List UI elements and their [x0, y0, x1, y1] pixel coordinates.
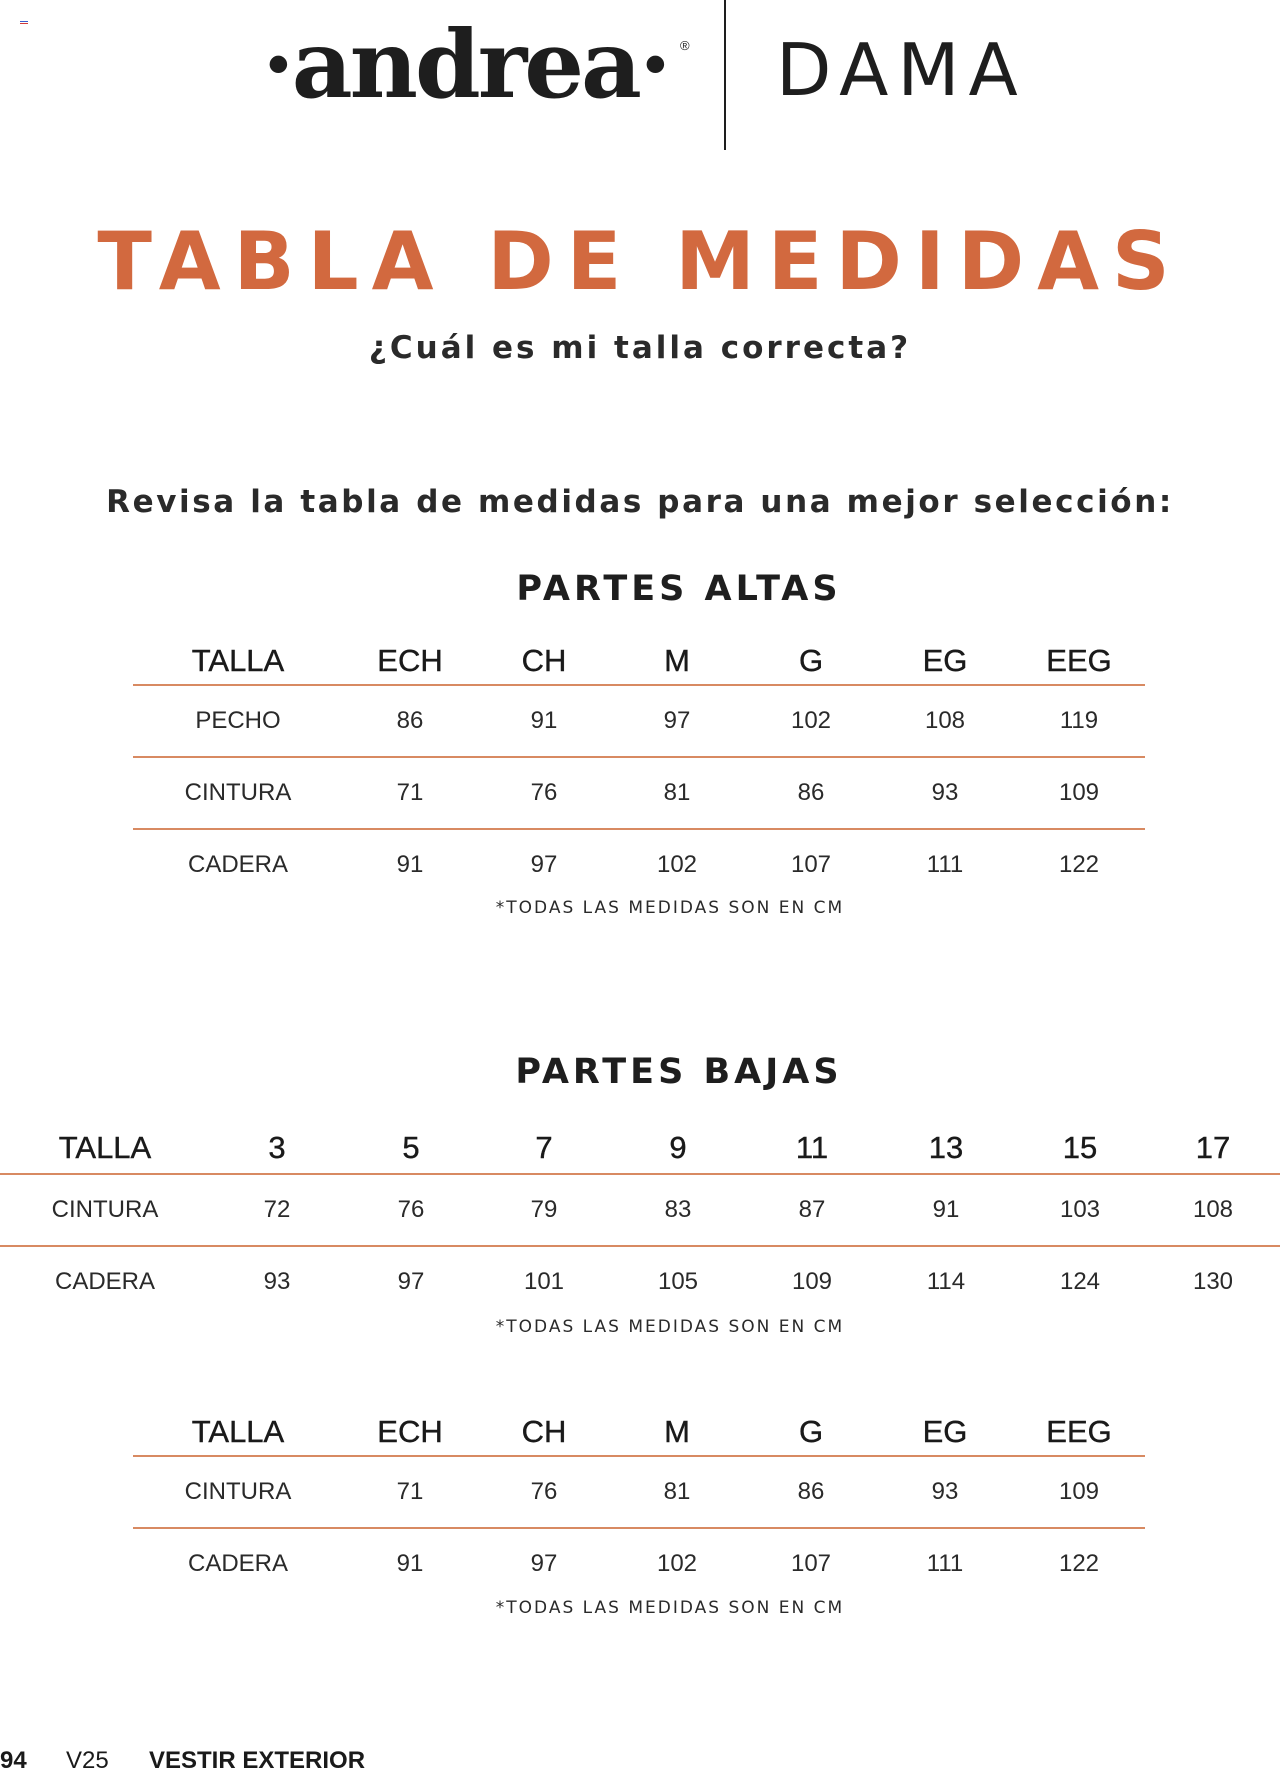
table-header-cell: EEG — [1046, 1413, 1112, 1449]
partes-altas-note: *TODAS LAS MEDIDAS SON EN CM — [495, 898, 845, 918]
table-cell: 130 — [1192, 1268, 1234, 1295]
edition-label: V25 — [66, 1747, 109, 1774]
table-cell: 76 — [530, 779, 558, 806]
table-header-cell: 17 — [1195, 1130, 1231, 1165]
table-header-cell: EG — [922, 643, 968, 678]
table-header-cell: EG — [922, 1413, 968, 1449]
table-cell: 97 — [397, 1268, 425, 1295]
table-row — [133, 830, 1145, 900]
table-cell: 97 — [663, 707, 691, 734]
page-subtitle: ¿Cuál es mi talla correcta? — [368, 330, 912, 366]
table-cell: 111 — [926, 851, 964, 878]
table-cell: 91 — [396, 851, 424, 878]
row-label: PECHO — [195, 707, 281, 734]
section-title-partes-bajas: PARTES BAJAS — [515, 1052, 843, 1092]
table-header-cell: ECH — [377, 643, 443, 678]
table-cell: 72 — [263, 1196, 291, 1223]
table-row — [0, 1247, 1280, 1317]
table-cell: 93 — [263, 1268, 291, 1295]
table-header-cell: 7 — [535, 1130, 553, 1165]
table-cell: 101 — [523, 1268, 565, 1295]
table-row — [0, 1175, 1280, 1245]
table-header-cell: M — [664, 643, 690, 678]
table-cell: 109 — [791, 1268, 833, 1295]
table-header-cell: TALLA — [191, 643, 285, 678]
table-header-cell: 13 — [928, 1130, 964, 1165]
section-label: VESTIR EXTERIOR — [149, 1747, 366, 1774]
table-header-cell: G — [798, 1413, 824, 1449]
table-header-cell: 11 — [795, 1130, 829, 1165]
page-number: 94 — [0, 1747, 27, 1774]
table-cell: 71 — [396, 1478, 424, 1505]
table-header-cell: ECH — [377, 1413, 443, 1449]
table-cell: 83 — [664, 1196, 692, 1223]
table-header-cell: 9 — [669, 1130, 687, 1165]
row-label: CINTURA — [51, 1196, 159, 1223]
table-header-cell: TALLA — [191, 1413, 285, 1449]
table-header-cell: 15 — [1062, 1130, 1098, 1165]
table-cell: 86 — [797, 1478, 825, 1505]
table-header-cell: M — [664, 1413, 690, 1449]
table-cell: 71 — [396, 779, 424, 806]
partes-altas-table — [133, 638, 1145, 900]
table-cell: 97 — [530, 851, 558, 878]
table-cell: 108 — [1192, 1196, 1234, 1223]
table-cell: 109 — [1058, 1478, 1100, 1505]
table-cell: 108 — [924, 707, 966, 734]
intro-text: Revisa la tabla de medidas para una mejor selección: — [106, 484, 1174, 520]
table-cell: 107 — [790, 851, 832, 878]
table-row — [133, 1457, 1145, 1527]
brand-header — [0, 0, 1280, 152]
table-cell: 109 — [1058, 779, 1100, 806]
table-cell: 76 — [397, 1196, 425, 1223]
section-title-partes-altas: PARTES ALTAS — [516, 569, 842, 609]
table-row — [133, 1529, 1145, 1599]
table-header-row — [133, 1408, 1145, 1455]
row-label: CINTURA — [184, 1478, 292, 1505]
table-cell: 93 — [931, 779, 959, 806]
table-cell: 91 — [932, 1196, 960, 1223]
table-header-cell: 5 — [402, 1130, 420, 1165]
table-cell: 86 — [396, 707, 424, 734]
table-row — [133, 686, 1145, 756]
table-cell: 81 — [663, 779, 691, 806]
table-cell: 124 — [1059, 1268, 1101, 1295]
partes-bajas-numeric-note: *TODAS LAS MEDIDAS SON EN CM — [495, 1317, 845, 1337]
table-cell: 122 — [1058, 1550, 1100, 1577]
table-header-row — [133, 638, 1145, 684]
table-header-cell: 3 — [268, 1130, 286, 1165]
page-title: TABLA DE MEDIDAS — [97, 215, 1183, 308]
table-header-row — [0, 1123, 1280, 1173]
partes-bajas-letters-note: *TODAS LAS MEDIDAS SON EN CM — [495, 1598, 845, 1618]
row-label: CINTURA — [184, 779, 292, 806]
table-cell: 86 — [797, 779, 825, 806]
table-header-cell: TALLA — [58, 1130, 152, 1165]
table-cell: 81 — [663, 1478, 691, 1505]
partes-bajas-numeric-table — [0, 1123, 1280, 1317]
logo-divider — [724, 0, 726, 150]
table-cell: 79 — [530, 1196, 558, 1223]
sub-brand: DAMA — [776, 28, 1027, 112]
page-footer — [0, 1747, 1280, 1774]
row-label: CADERA — [54, 1268, 156, 1295]
table-cell: 119 — [1059, 707, 1099, 734]
row-label: CADERA — [187, 1550, 289, 1577]
table-cell: 107 — [790, 1550, 832, 1577]
table-cell: 122 — [1058, 851, 1100, 878]
table-cell: 102 — [656, 851, 698, 878]
table-cell: 111 — [926, 1550, 964, 1577]
table-cell: 91 — [396, 1550, 424, 1577]
table-cell: 87 — [798, 1196, 826, 1223]
partes-bajas-letters-table — [133, 1408, 1145, 1599]
brand-logo: ·andrea· — [262, 10, 669, 120]
registered-mark: ® — [680, 38, 690, 53]
table-header-cell: G — [798, 643, 824, 678]
table-cell: 97 — [530, 1550, 558, 1577]
table-cell: 102 — [790, 707, 832, 734]
row-label: CADERA — [187, 851, 289, 878]
table-cell: 114 — [926, 1268, 966, 1295]
table-header-cell: CH — [521, 1413, 567, 1449]
table-cell: 103 — [1059, 1196, 1101, 1223]
table-cell: 91 — [530, 707, 558, 734]
table-cell: 76 — [530, 1478, 558, 1505]
table-cell: 102 — [656, 1550, 698, 1577]
table-row — [133, 758, 1145, 828]
table-cell: 93 — [931, 1478, 959, 1505]
table-cell: 105 — [657, 1268, 699, 1295]
table-header-cell: EEG — [1046, 643, 1112, 678]
table-header-cell: CH — [521, 643, 567, 678]
